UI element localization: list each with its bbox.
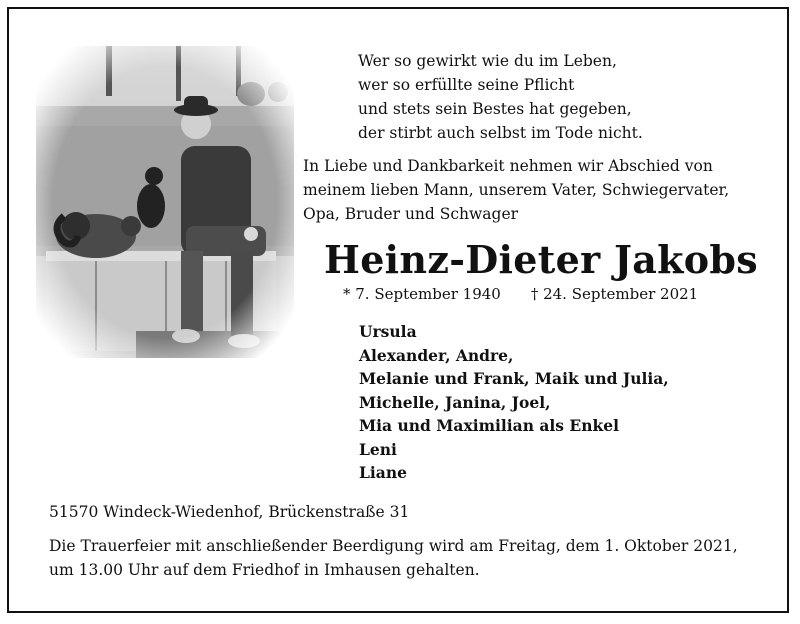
poem-line: Wer so gewirkt wie du im Leben, <box>358 52 617 70</box>
portrait-photo <box>36 46 294 358</box>
notice-line: um 13.00 Uhr auf dem Friedhof in Imhausen gehalten. <box>49 561 480 579</box>
poem-line: der stirbt auch selbst im Tode nicht. <box>358 124 643 142</box>
mourner-line: Michelle, Janina, Joel, <box>359 392 551 412</box>
mourner-line: Liane <box>359 463 407 482</box>
birth-date: * 7. September 1940 <box>343 285 501 303</box>
notice-line: Die Trauerfeier mit anschließender Beerdigung wird am Freitag, dem 1. Oktober 2021, <box>49 537 738 555</box>
mourners-list <box>359 320 669 485</box>
funeral-notice <box>49 534 738 582</box>
farewell-intro <box>303 154 729 226</box>
life-dates <box>343 285 698 303</box>
mourner-line: Leni <box>359 439 397 459</box>
intro-line: meinem lieben Mann, unserem Vater, Schwiegervater, <box>303 181 730 199</box>
deceased-name: Heinz-Dieter Jakobs <box>324 237 758 282</box>
mourner-line: Mia und Maximilian als Enkel <box>359 416 619 435</box>
poem-line: und stets sein Bestes hat gegeben, <box>358 100 632 118</box>
mourner-line: Melanie und Frank, Maik und Julia, <box>359 369 669 388</box>
family-address: 51570 Windeck-Wiedenhof, Brückenstraße 31 <box>49 503 410 521</box>
death-date: † 24. September 2021 <box>530 285 699 303</box>
poem-line: wer so erfüllte seine Pflicht <box>358 76 575 94</box>
intro-line: Opa, Bruder und Schwager <box>303 205 519 223</box>
memorial-poem <box>358 49 643 145</box>
mourner-line: Ursula <box>359 322 417 341</box>
mourner-line: Alexander, Andre, <box>359 345 514 365</box>
intro-line: In Liebe und Dankbarkeit nehmen wir Abschied von <box>303 157 713 175</box>
